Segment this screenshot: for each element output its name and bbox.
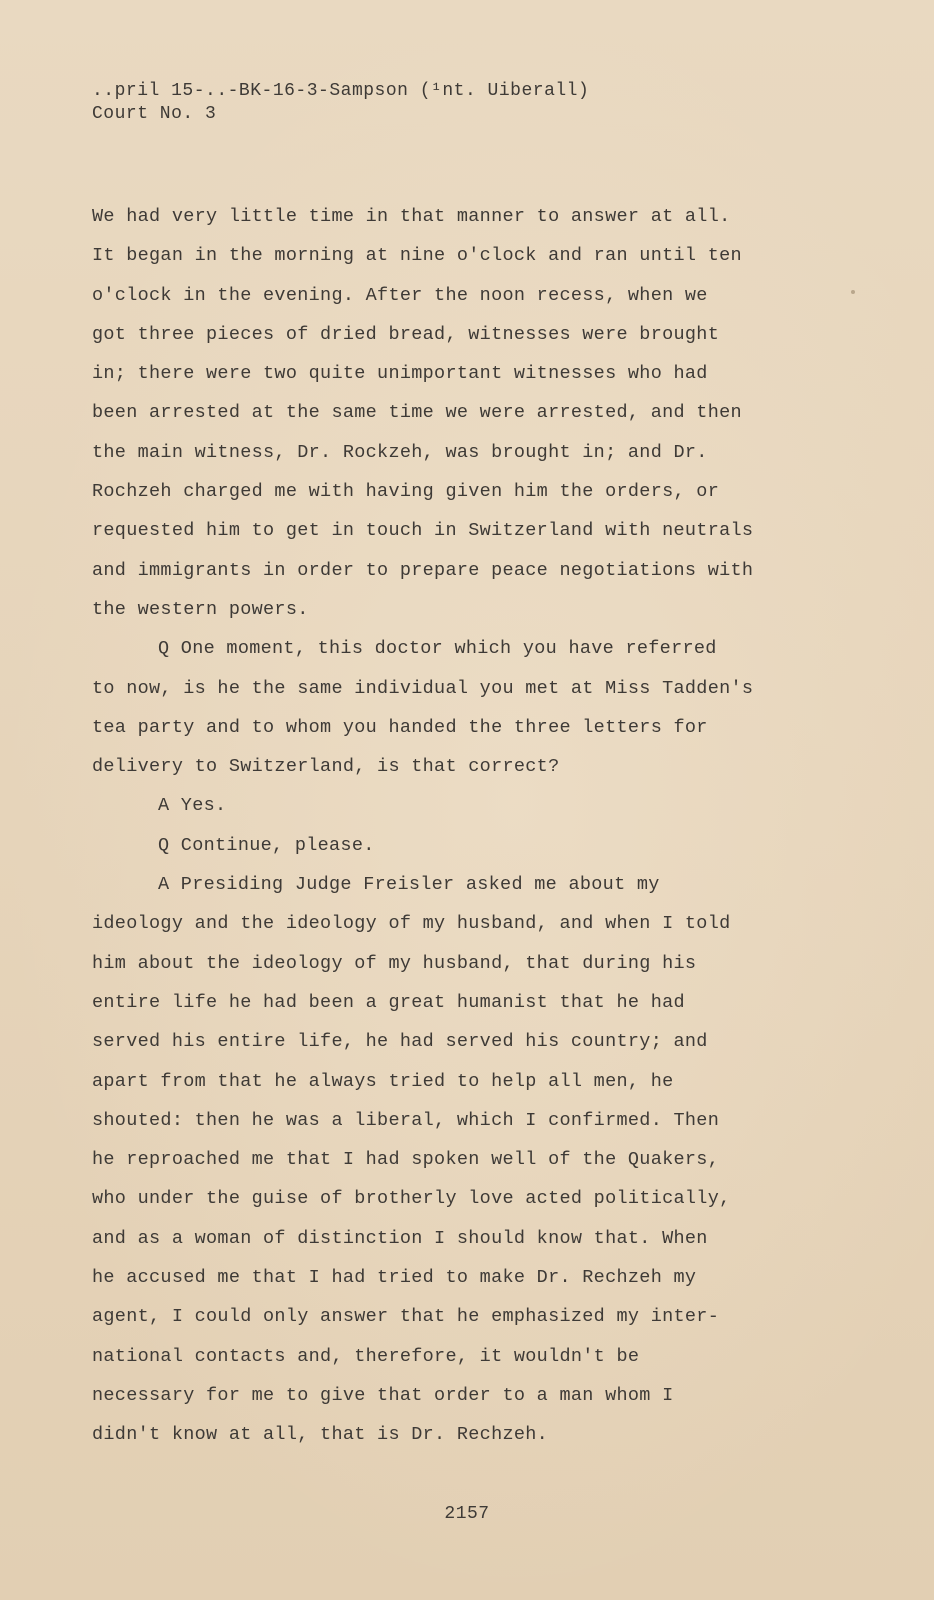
text-line: in; there were two quite unimportant witnesses who had	[92, 363, 708, 385]
text-line: necessary for me to give that order to a man whom I	[92, 1384, 674, 1406]
text-line: entire life he had been a great humanist that he had	[92, 991, 685, 1013]
text-line: been arrested at the same time we were arrested, and then	[92, 402, 742, 424]
text-line: ideology and the ideology of my husband, and when I told	[92, 913, 731, 935]
text-line: him about the ideology of my husband, that during his	[92, 952, 697, 974]
text-line: national contacts and, therefore, it wouldn't be	[92, 1345, 640, 1367]
text-line: didn't know at all, that is Dr. Rechzeh.	[92, 1424, 549, 1446]
text-line: agent, I could only answer that he emphasized my inter-	[92, 1306, 720, 1328]
text-line: requested him to get in touch in Switzerland with neutrals	[92, 520, 754, 542]
text-line: he accused me that I had tried to make Dr. Rechzeh my	[92, 1267, 697, 1289]
text-line: the main witness, Dr. Rockzeh, was brought in; and Dr.	[92, 441, 708, 463]
header-line-1: ..pril 15-..-BK-16-3-Sampson (¹nt. Uiberall)	[92, 81, 590, 101]
text-line: It began in the morning at nine o'clock and ran until ten	[92, 245, 742, 267]
text-line: served his entire life, he had served his country; and	[92, 1031, 708, 1053]
text-line: got three pieces of dried bread, witnesses were brought	[92, 323, 720, 345]
text-line: he reproached me that I had spoken well of the Quakers,	[92, 1149, 720, 1171]
page-number: 2157	[444, 1504, 490, 1524]
text-line: the western powers.	[92, 598, 309, 620]
text-line: o'clock in the evening. After the noon recess, when we	[92, 284, 708, 306]
question-line: Q Continue, please.	[158, 834, 375, 856]
text-line: apart from that he always tried to help all men, he	[92, 1070, 674, 1092]
text-line: tea party and to whom you handed the three letters for	[92, 716, 708, 738]
answer-line: A Presiding Judge Freisler asked me about my	[158, 874, 660, 896]
text-line: We had very little time in that manner to answer at all.	[92, 206, 731, 227]
paper-speck	[851, 290, 855, 294]
transcript-body	[92, 203, 832, 1461]
header-line-2: Court No. 3	[92, 104, 217, 124]
text-line: who under the guise of brotherly love acted politically,	[92, 1188, 731, 1210]
text-line: and as a woman of distinction I should know that. When	[92, 1227, 708, 1249]
page-header	[92, 80, 589, 126]
text-line: delivery to Switzerland, is that correct?	[92, 756, 560, 778]
text-line: to now, is he the same individual you met at Miss Tadden's	[92, 677, 754, 699]
text-line: and immigrants in order to prepare peace negotiations with	[92, 559, 754, 581]
text-line: Rochzeh charged me with having given him the orders, or	[92, 481, 720, 503]
question-line: Q One moment, this doctor which you have referred	[158, 638, 717, 660]
answer-line: A Yes.	[158, 795, 227, 817]
text-line: shouted: then he was a liberal, which I confirmed. Then	[92, 1109, 720, 1131]
